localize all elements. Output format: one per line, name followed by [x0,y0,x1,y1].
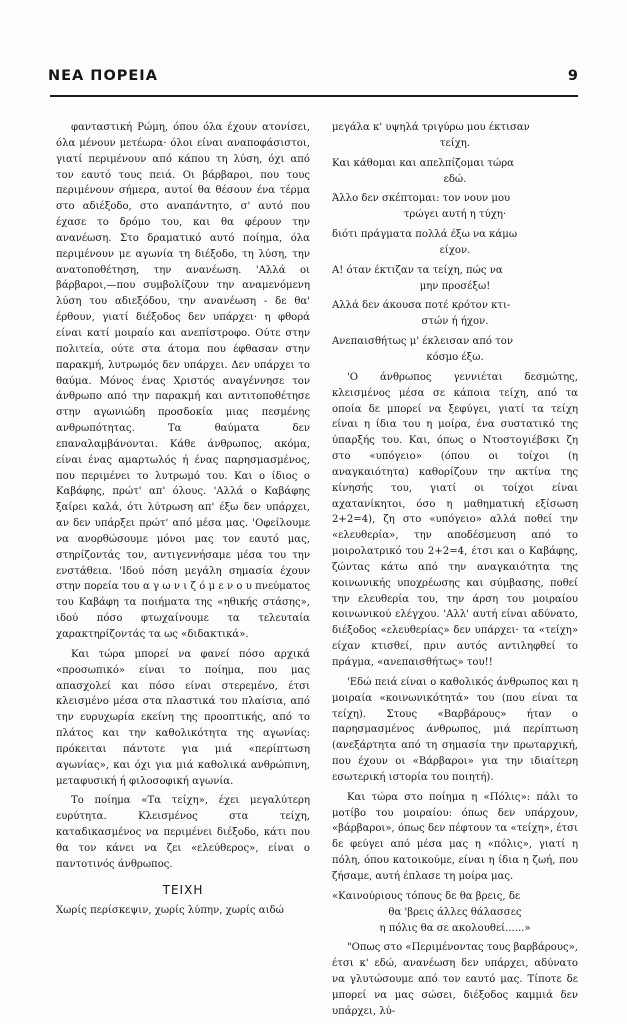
poem-verse [332,263,578,295]
paragraph: Και τώρα στο ποίημα η «Πόλις»: πάλι το μοτίβο του μοιραίου: όπως δεν υπάρχουν, «βάρβαροι», όπως δεν πέφτουν τα «τείχη», έτσι δε φεύγει από μέσα μας η «πόλις», γιατί η πόλη, όπου κατοικούμε, είναι η ίδια η ζωή, που ζήσαμε, αυτή έπλασε τη μοίρα μας. [332,791,578,882]
paragraph: Και τώρα μπορεί να φανεί πόσο αρχικά «προσωπικό» είναι το ποίημα, που μας απασχολεί και πόσο είναι στερεμένο, έτσι κλεισμένο μέσα στα πλαστικά του πλαίσια, από την ευρυχωρία εκείνη της προοπτικής, από το πλάτος και την καθολικότητα της αγωνίας: πρόκειται πάντοτε για μιά «περίπτωση αγωνίας», και όχι για μιά καθολικά ανθρώπινη, μεταφυσική ή φιλοσοφική αγωνία. [56,648,310,787]
verse-continuation: κόσμο έξω. [426,351,484,363]
poem-verse [332,227,578,259]
verse-line: μεγάλα κ' υψηλά τριγύρω μου έκτισαν [332,122,530,133]
verse-line: Και κάθομαι και απελπίζομαι τώρα [332,157,514,169]
poem-verse [332,298,578,330]
page-number: 9 [567,68,578,84]
verse-line: Χωρίς περίσκεψιν, χωρίς λύπην, χωρίς αιδώ [56,904,284,916]
verse-line: Α! όταν έκτιζαν τα τείχη, πώς να [332,264,503,276]
poem-verse [56,903,310,919]
verse-line: Αλλά δεν άκουσα ποτέ κρότον κτι- [332,300,511,312]
verse-line: «Καινούριους τόπους δε θα βρεις, δε [332,890,521,902]
verse-continuation: τείχη. [439,137,471,149]
verse-continuation: στών ή ήχον. [421,316,489,328]
page-header [48,68,578,90]
verse-continuation: η πόλις θα σε ακολουθεί......» [379,922,531,934]
magazine-title: ΝΕΑ ΠΟΡΕΙΑ [48,68,158,84]
verse-continuation: θα 'βρεις άλλες θάλασσες [388,906,522,918]
verse-line: Ανεπαισθήτως μ' έκλεισαν από τον [332,336,514,348]
right-column [332,120,578,1024]
poem-verse [332,156,578,188]
verse-continuation: εδώ. [443,173,467,185]
poem-heading: ΤΕΙΧΗ [162,882,204,897]
verse-line: διότι πράγματα πολλά έξω να κάμω [332,229,518,241]
quoted-verse [332,889,578,937]
paragraph: 'Εδώ πειά είναι ο καθολικός άνθρωπος και η μοιραία «κοινωνικότητά» του (που είναι τα τείχη). Στους «Βαρβάρους» ήταν ο παρησμασμένος άνθρωπος, μιά περίπτωση (ανεξάρτητα από τη σημασία την πρωταρχική, που έχουν οι «Βάρβαροι» για την ιδιαίτερη εσωτερική ιστορία του ποιητή). [332,676,578,783]
poem-verse [332,120,578,152]
paragraph: φανταστική Ρώμη, όπου όλα έχουν ατονίσει, όλα μένουν μετέωρα· όλοι είναι αναποφάσιστοι, γιατί περιμένουν από κάπου τη λύση, όχι από τον εαυτό τους πειά. Οι βάρβαροι, που τους περιμένουν σήμερα, αυτοί θα θέσουν ένα τέρμα στο αδιέξοδο, στο αναπάντητο, σ' αυτό που έχασε το δρόμο του, και θα φέρουν την ανανέωση. Στο δραματικό αυτό ποίημα, όλα περιμένουν με αγωνία τη διέξοδο, τη λύση, την ανατοποθέτηση, την ανανέωση. 'Αλλά οι βάρβαροι,—που συμβολίζουν την αναμενόμενη λύση του αδιεξόδου, την ανανέωση - δε θα' έρθουν, γιατί διέξοδος δεν υπάρχει· η φθορά είναι κατί μοιραίο και ανεπίστροφο. Ούτε στην πολιτεία, ούτε στα άτομα που έφθασαν στην παρακμή, λυτρωμός δεν υπάρχει. Δεν υπάρχει το θαύμα. Μόνος ένας Χριστός αναγέννησε τον άνθρωπο από την παρακμή και αντιτοποθέτησε στην αγωνιώδη προσδοκία μιας πεσμένης ανθρωπότητας. Τα θαύματα δεν επαναλαμβάνονται. Κάθε άνθρωπος, ακόμα, είναι ένας αμαρτωλός ή ένας παρησμασμένος, που περιμένει το λυτρωμό του. Και ο ίδιος ο Καβάφης, πρώτ' απ' όλους. 'Αλλά ο Καβάφης ξαίρει καλά, ότι λύτρωση απ' έξω δεν υπάρχει, αν δεν υπάρξει πρώτ' από μέσα μας. 'Οφείλουμε να ανορθώσουμε μόνοι μας τον εαυτό μας, στηρίζοντάς τον, αντιγεννήσαμε μέσα του την ενστάθεια. 'Ιδού πόση μεγάλη σημασία έχουν στην πορεία του α γ ω ν ι ζ ό μ ε ν ο υ πνεύματος του Καβάφη τα ποιήματα της «ηθικής στάσης», ιδού πόσο φτωχαίνουμε τα τελευταία χαρακτηρίζοντάς τα ως «διδακτικά». [56,122,310,640]
paragraph: 'Ο άνθρωπος γεννιέται δεσμώτης, κλεισμένος μέσα σε κάποια τείχη, από τα οποία δε μπορεί να ξεφύγει, γιατί τα τείχη είναι η ίδια του η μοίρα, ένα συστατικό της ύπαρξής του. Και, όπως ο Ντοστογιέβσκι ζη στο «υπόγειο» (όπου οι τοίχοι (η αναγκαιότητα) καθορίζουν την ακτίνα της κίνησής του, γιατί οι τοίχοι είναι αχατανίκητοι, όσο η μαθηματική εξίσωση 2+2=4), ζη στο «υπόγειο» αλλά ποθεί την «ελευθερία», την αποδέσμευση από το μοιρολατρικό του 2+2=4, έτσι και ο Καβάφης, ζώντας κάτω από την αναγκαιότητα της κοινωνικής υποχρέωσης και σύμβασης, ποθεί την ελευθερία του, την άρση του μοιραίου κοινωνικού ελέγχου. 'Αλλ' αυτή είναι αδύνατο, διέξοδος «ελευθερίας» δεν υπάρχει· τα «τείχη» είχαν κτισθεί, πριν αυτός αντιληφθεί το πράγμα, «ανεπαισθήτως» του!! [332,371,578,668]
poem-verse [332,191,578,223]
verse-continuation: τρώγει αυτή η τύχη· [403,209,507,221]
paragraph: Το ποίημα «Τα τείχη», έχει μεγαλύτερη ευρύτητα. Κλεισμένος στα τείχη, καταδικασμένος να περιμένει διέξοδο, κάτι που θα τον κάνει να ζει «ελεύθερος», είναι ο παντοτινός άνθρωπος. [56,795,310,870]
paragraph: "Οπως στο «Περιμένοντας τους βαρβάρους», έτσι κ' εδώ, ανανέωση δεν υπάρχει, αδύνατο να γλυτώσουμε από τον εαυτό μας. Τίποτε δε μπορεί να μας σώσει, διέξοδος καμμιά δεν υπάρχει, λύ- [332,942,578,1017]
header-rule [50,95,578,97]
left-column [56,120,310,922]
verse-line: Άλλο δεν σκέπτομαι: τον νουν μου [332,193,511,205]
verse-continuation: μην προσέξω! [419,280,491,292]
poem-verse [332,334,578,366]
verse-continuation: είχον. [439,244,471,256]
